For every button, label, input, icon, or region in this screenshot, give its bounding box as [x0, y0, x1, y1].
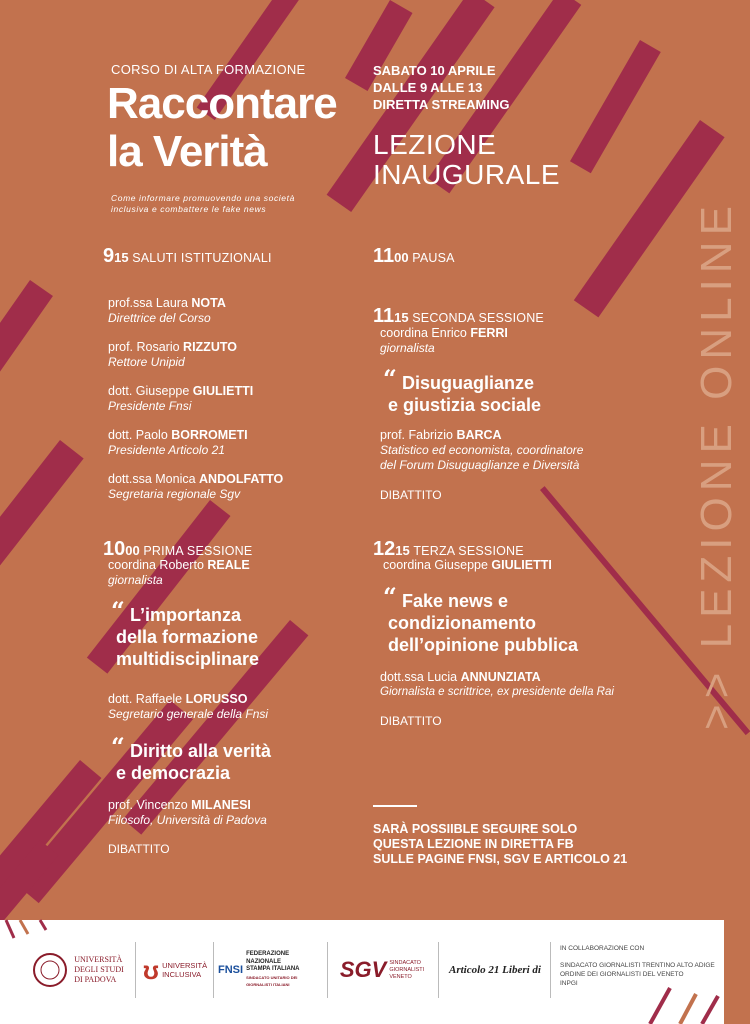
talk-title-line: e giustizia sociale: [388, 395, 542, 415]
talk-title-line: multidisciplinare: [116, 649, 260, 669]
coordinator: [383, 558, 552, 573]
sgv-logo: [332, 938, 432, 1002]
note-line: SARÀ POSSIIBLE SEGUIRE SOLO: [373, 822, 578, 836]
coordinator-prefix: coordina Roberto: [108, 558, 204, 572]
collaboration-list: [560, 944, 715, 988]
hour: 11: [373, 305, 395, 327]
speaker-surname: RIZZUTO: [183, 340, 237, 354]
logo-text: UNIVERSITÀ: [74, 955, 123, 964]
logo-text: SINDACATO: [389, 959, 421, 966]
fnsi-logo: [218, 938, 322, 1002]
hour: 12: [373, 538, 396, 560]
talk-title-line: condizionamento: [388, 613, 536, 633]
speaker-prefix: prof. Rosario: [108, 340, 180, 354]
coordinator-surname: FERRI: [470, 326, 508, 340]
speaker-role: Giornalista e scrittrice, ex presidente della Rai: [380, 686, 614, 698]
session-label: SALUTI ISTITUZIONALI: [132, 251, 272, 265]
logo-separator: [213, 942, 214, 998]
unincl-logo: [140, 938, 210, 1002]
lezione-line: LEZIONE: [373, 129, 497, 160]
event-date: [373, 62, 510, 113]
quote-mark-icon: “: [383, 582, 397, 611]
logo-separator: [550, 942, 551, 998]
logo-text: SGV: [339, 957, 387, 982]
hour: 10: [103, 538, 126, 560]
note-line: SULLE PAGINE FNSI, SGV E ARTICOLO 21: [373, 852, 628, 866]
speaker-role: Presidente Articolo 21: [108, 443, 225, 457]
date-line: SABATO 10 APRILE: [373, 63, 496, 78]
session-label: PRIMA SESSIONE: [143, 544, 253, 558]
coordinator-surname: GIULIETTI: [491, 558, 552, 572]
speaker-role: Presidente Fnsi: [108, 399, 192, 413]
session-saluti: [103, 245, 272, 268]
lezione-inaugurale: [373, 130, 560, 190]
talk-title-line: Fake news e: [402, 591, 509, 611]
logo-text: FEDERAZIONE NAZIONALE: [246, 951, 290, 965]
speaker: [108, 296, 226, 326]
lezione-line: INAUGURALE: [373, 159, 561, 190]
hour: 9: [103, 245, 115, 267]
speaker-surname: ANNUNZIATA: [460, 670, 541, 684]
speaker-prefix: dott. Paolo: [108, 428, 168, 442]
coordinator-prefix: coordina Enrico: [380, 326, 467, 340]
title-line: la Verità: [107, 127, 267, 176]
stripe: [650, 988, 670, 1024]
coordinator: [380, 326, 508, 356]
collab-title: IN COLLABORAZIONE CON: [560, 945, 645, 952]
coordinator-role: giornalista: [108, 573, 163, 587]
logo-separator: [327, 942, 328, 998]
hour: 11: [373, 245, 395, 267]
speaker-surname: BARCA: [456, 428, 502, 442]
divider: [373, 805, 417, 807]
vertical-lezione-online: >> LEZIONE ONLINE: [692, 200, 741, 730]
footer-logos: [0, 920, 724, 1024]
coordinator-prefix: coordina Giuseppe: [383, 558, 488, 572]
talk-title-line: Disuguaglianze: [402, 373, 535, 393]
stripe: [680, 994, 696, 1024]
talk-title: [111, 732, 272, 784]
speaker: [108, 692, 268, 722]
speaker: [108, 384, 253, 414]
date-line: DIRETTA STREAMING: [373, 97, 510, 112]
logo-text: VENETO: [389, 973, 412, 980]
talk-title: [383, 364, 542, 416]
quote-mark-icon: “: [383, 364, 397, 393]
talk-title-line: L’importanza: [130, 605, 242, 625]
subtitle: Come informare promuovendo una società inclusiva e combattere le fake news: [111, 193, 295, 214]
minutes: 15: [114, 250, 129, 265]
note-line: QUESTA LEZIONE IN DIRETTA FB: [373, 837, 574, 851]
logo-text: STAMPA ITALIANA: [246, 966, 300, 973]
dibattito-label: DIBATTITO: [108, 842, 170, 856]
speaker: [108, 472, 283, 502]
title-line: Raccontare: [107, 79, 337, 128]
stripe: [6, 920, 14, 938]
collab-item: SINDACATO GIORNALISTI TRENTINO ALTO ADIGE: [560, 962, 715, 969]
speaker-prefix: dott.ssa Lucia: [380, 670, 458, 684]
stripe: [0, 280, 53, 411]
logo-text: GIORNALISTI: [389, 966, 425, 973]
coordinator: [108, 558, 250, 588]
speaker-role: del Forum Disuguaglianze e Diversità: [380, 458, 580, 472]
speaker-prefix: prof. Fabrizio: [380, 428, 453, 442]
talk-title-line: e democrazia: [116, 763, 231, 783]
quote-mark-icon: “: [111, 732, 125, 761]
minutes: 00: [394, 250, 409, 265]
logo-separator: [438, 942, 439, 998]
speaker-role: Segretario generale della Fnsi: [108, 707, 269, 721]
stripe: [570, 40, 661, 173]
speaker-role: Statistico ed economista, coordinatore: [380, 443, 584, 457]
minutes: 15: [394, 310, 409, 325]
minutes: 00: [125, 543, 140, 558]
quote-mark-icon: “: [111, 596, 125, 625]
ui-mark-icon: ʊ: [142, 954, 160, 985]
speaker-surname: BORROMETI: [171, 428, 248, 442]
speaker-surname: NOTA: [191, 296, 226, 310]
stripe: [40, 920, 46, 930]
session-label: PAUSA: [412, 251, 455, 265]
coordinator-role: giornalista: [380, 341, 435, 355]
dibattito-label: DIBATTITO: [380, 488, 442, 502]
stripe: [20, 920, 28, 934]
speaker-prefix: dott. Raffaele: [108, 692, 183, 706]
talk-title: [383, 582, 579, 656]
speaker: [108, 798, 267, 828]
logo-text: DEGLI STUDI: [74, 965, 124, 974]
session-seconda: [373, 305, 544, 328]
speaker-surname: ANDOLFATTO: [199, 472, 284, 486]
page-title: [107, 80, 337, 176]
unipd-seal-icon: [32, 952, 68, 988]
stripe: [0, 440, 84, 632]
stripe: [702, 996, 718, 1024]
coordinator-surname: REALE: [207, 558, 250, 572]
speaker-prefix: prof.ssa Laura: [108, 296, 188, 310]
speaker-role: Segretaria regionale Sgv: [108, 487, 241, 501]
dibattito-label: DIBATTITO: [380, 714, 442, 728]
logo-text: INCLUSIVA: [162, 970, 202, 979]
articolo21-logo: [442, 938, 548, 1002]
speaker-surname: LORUSSO: [185, 692, 248, 706]
session-label: TERZA SESSIONE: [413, 544, 524, 558]
talk-title: [111, 596, 260, 670]
collab-item: INPGI: [560, 980, 578, 987]
speaker-role: Rettore Unipid: [108, 355, 185, 369]
logo-text: SINDACATO UNITARIO DEI GIORNALISTI ITALIANI: [246, 974, 298, 988]
logo-text: UNIVERSITÀ: [162, 961, 208, 970]
session-label: SECONDA SESSIONE: [412, 311, 544, 325]
date-line: DALLE 9 ALLE 13: [373, 80, 483, 95]
logo-text: FNSI: [218, 964, 244, 976]
logo-text: DI PADOVA: [74, 975, 117, 984]
minutes: 15: [395, 543, 410, 558]
unipd-logo: [28, 938, 128, 1002]
collab-item: ORDINE DEI GIORNALISTI DEL VENETO: [560, 971, 684, 978]
speaker-role: Filosofo, Università di Padova: [108, 813, 267, 827]
speaker-surname: MILANESI: [191, 798, 251, 812]
session-pausa: [373, 245, 455, 268]
speaker: [380, 428, 583, 473]
speaker-prefix: prof. Vincenzo: [108, 798, 188, 812]
talk-title-line: dell’opinione pubblica: [388, 635, 579, 655]
streaming-note: [373, 822, 627, 867]
logo-separator: [135, 942, 136, 998]
speaker-surname: GIULIETTI: [192, 384, 254, 398]
speaker: [108, 340, 237, 370]
speaker-role: Direttrice del Corso: [108, 311, 211, 325]
talk-title-line: della formazione: [116, 627, 259, 647]
speaker-prefix: dott.ssa Monica: [108, 472, 196, 486]
course-label: CORSO DI ALTA FORMAZIONE: [111, 62, 306, 77]
speaker-prefix: dott. Giuseppe: [108, 384, 190, 398]
talk-title-line: Diritto alla verità: [130, 741, 272, 761]
speaker: [380, 670, 614, 700]
speaker: [108, 428, 248, 458]
logo-text: Articolo 21 Liberi di: [449, 964, 541, 976]
